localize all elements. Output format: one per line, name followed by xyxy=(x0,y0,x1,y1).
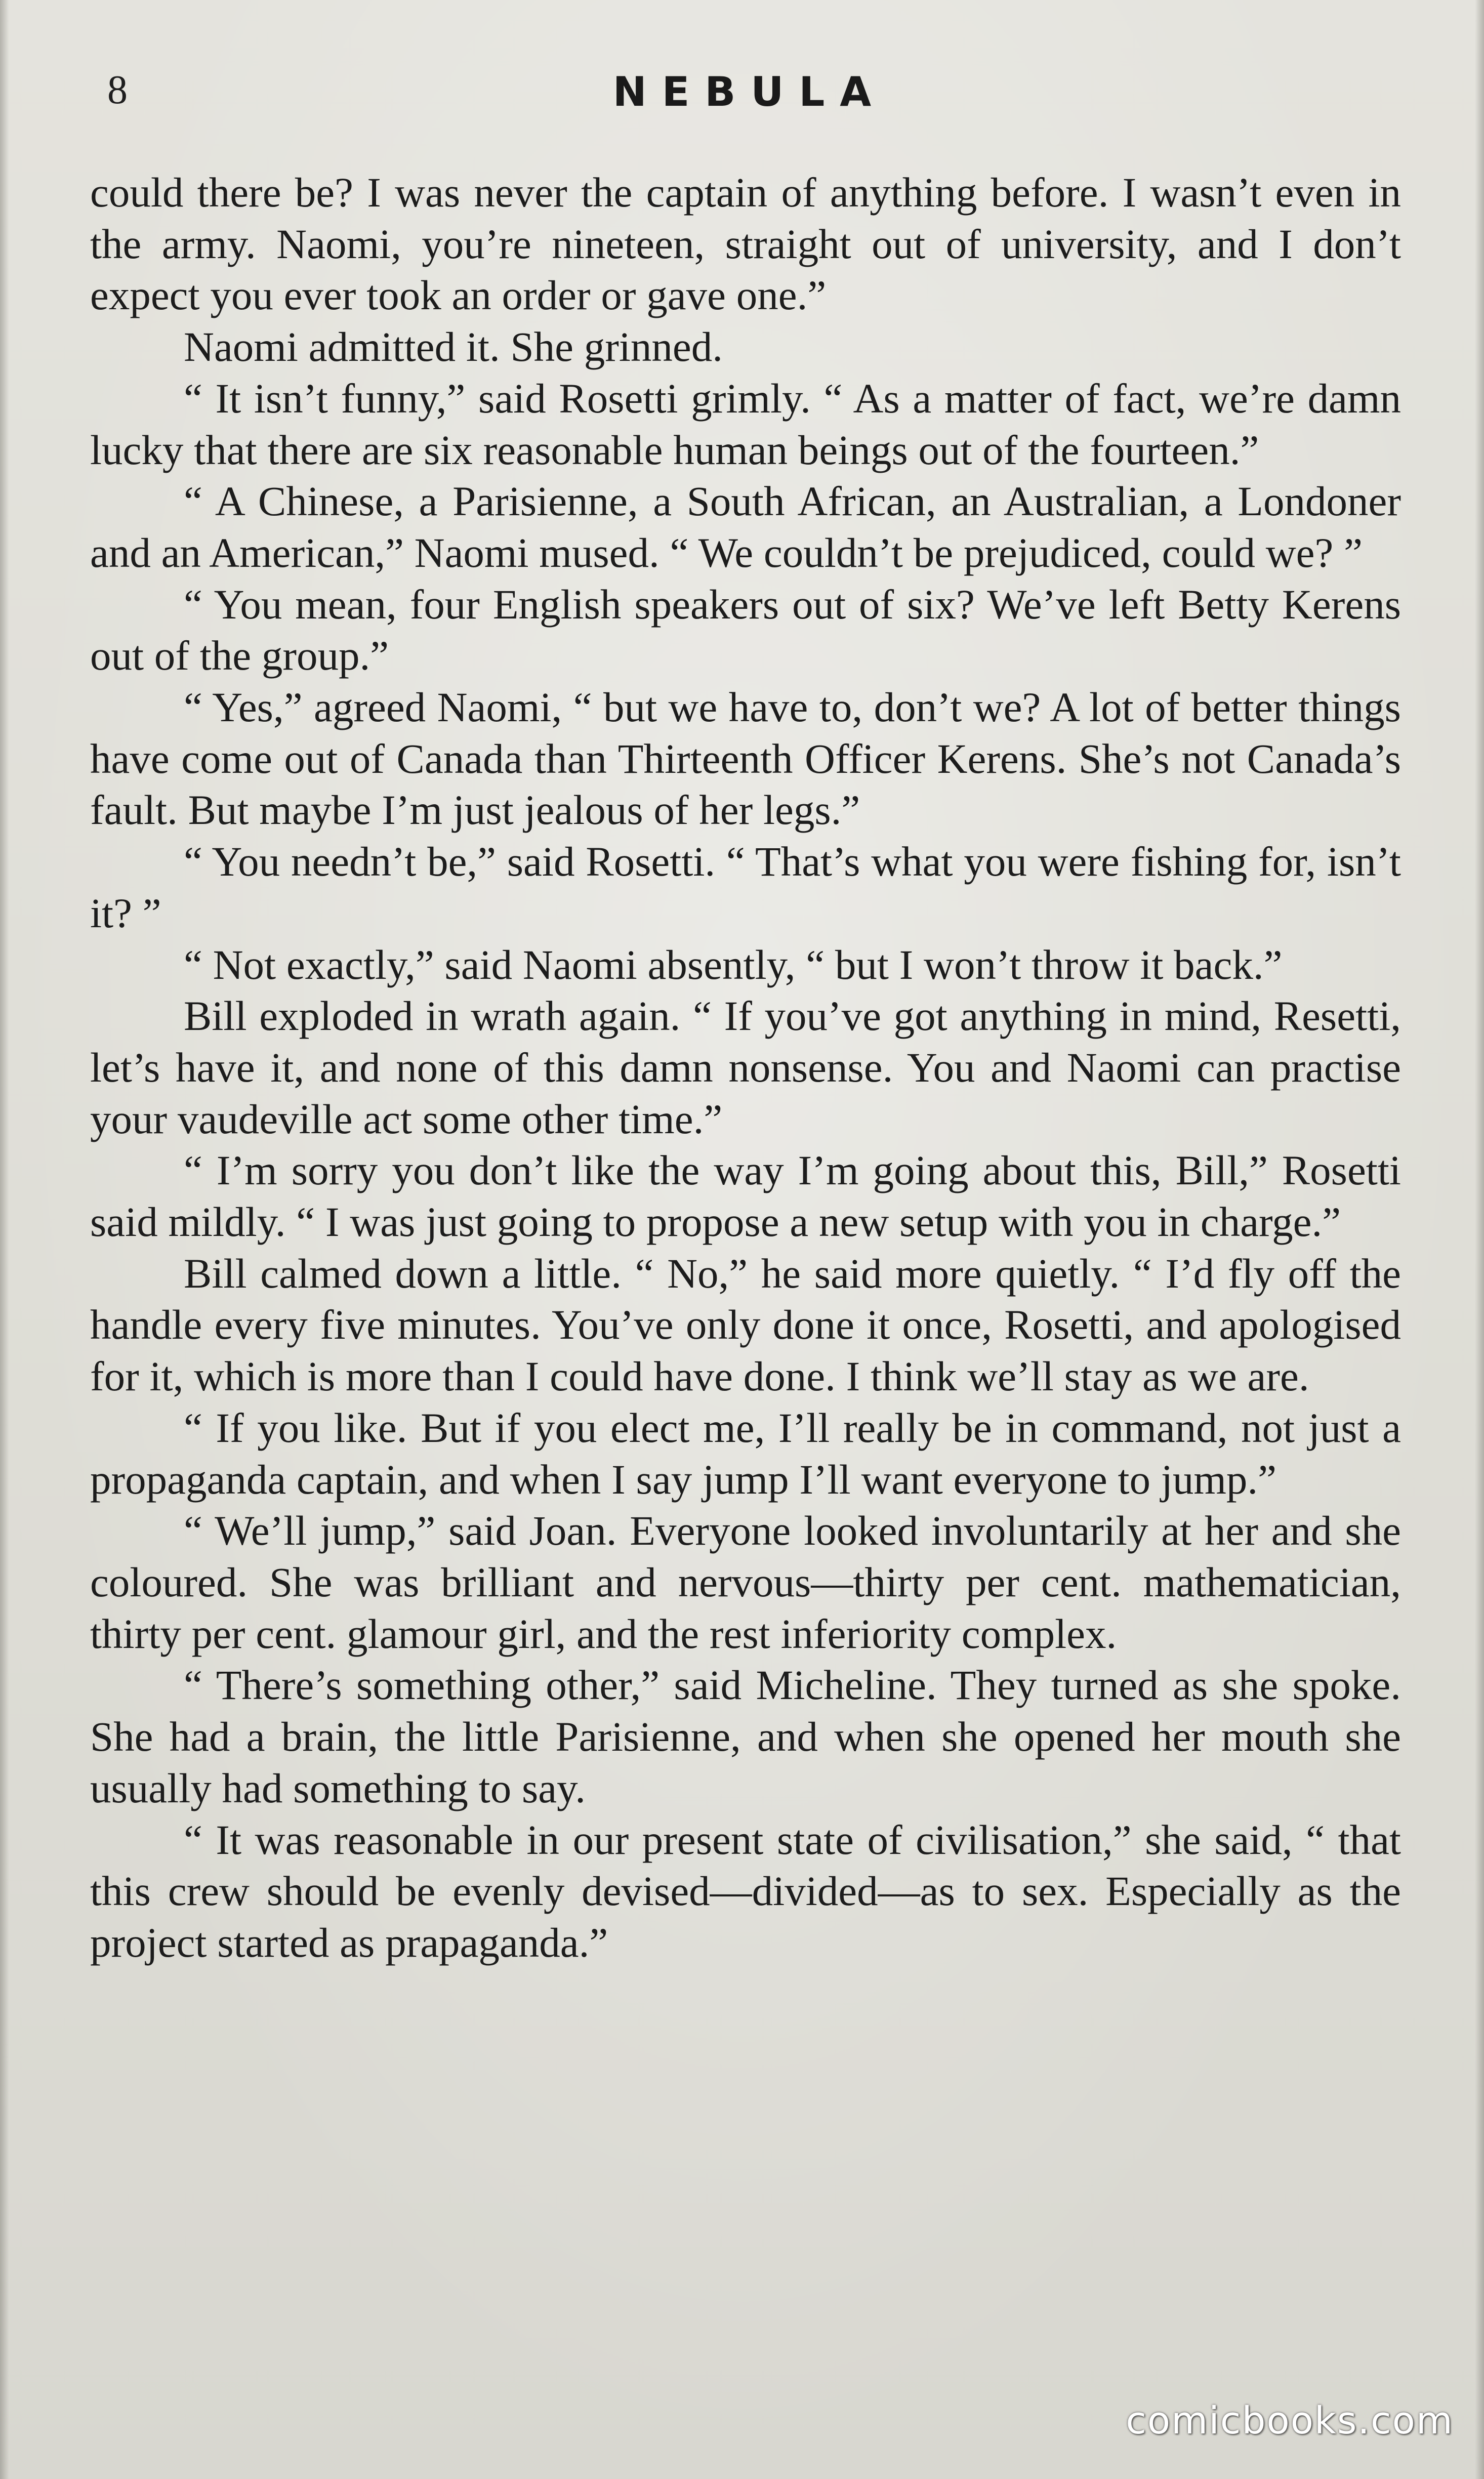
watermark: comicbooks.com xyxy=(1126,2399,1454,2443)
paragraph: “ Yes,” agreed Naomi, “ but we have to, don’t we? A lot of better things have come out of Canada than Thirteenth Officer Kerens. She’s not Canada’s fault. But maybe I’m just jealous of her legs.” xyxy=(90,684,1401,834)
paragraph: “ A Chinese, a Parisienne, a South African, an Australian, a Londoner and an American,” Naomi mused. “ We couldn’t be prejudiced, could we? ” xyxy=(90,478,1401,576)
paragraph: “ We’ll jump,” said Joan. Everyone looked involuntarily at her and she coloured. She was brilliant and nervous—thirty per cent. mathematician, thirty per cent. glamour girl, and the rest inferiority complex. xyxy=(90,1507,1401,1657)
paragraph: “ You mean, four English speakers out of six? We’ve left Betty Kerens out of the group.” xyxy=(90,581,1401,679)
paragraph: “ It isn’t funny,” said Rosetti grimly. “ As a matter of fact, we’re damn lucky that there are six reasonable human beings out of the fourteen.” xyxy=(90,375,1401,473)
paragraph: could there be? I was never the captain of anything before. I wasn’t even in the army. Naomi, you’re nineteen, straight out of university, and I don’t expect you ever took an order or gave one.” xyxy=(90,169,1401,319)
paragraph: “ If you like. But if you elect me, I’ll really be in command, not just a propaganda captain, and when I say jump I’ll want everyone to jump.” xyxy=(90,1404,1401,1503)
paragraph: Naomi admitted it. She grinned. xyxy=(184,323,723,370)
paragraph: “ There’s something other,” said Micheline. They turned as she spoke. She had a brain, the little Parisienne, and when she opened her mouth she usually had something to say. xyxy=(90,1662,1401,1811)
paragraph: “ I’m sorry you don’t like the way I’m going about this, Bill,” Rosetti said mildly. “ I was just going to propose a new setup with you in charge.” xyxy=(90,1147,1401,1246)
body-text xyxy=(90,167,1401,1969)
page-left-edge-shadow xyxy=(0,0,9,2479)
running-head-title: NEBULA xyxy=(612,68,887,115)
page-number: 8 xyxy=(107,68,128,112)
paragraph: “ You needn’t be,” said Rosetti. “ That’s what you were fishing for, isn’t it? ” xyxy=(90,838,1401,936)
paragraph: “ It was reasonable in our present state of civilisation,” she said, “ that this crew should be evenly devised—divided—as to sex. Especially as the project started as prapaganda.” xyxy=(90,1816,1401,1966)
paragraph: Bill calmed down a little. “ No,” he said more quietly. “ I’d fly off the handle every five minutes. You’ve only done it once, Rosetti, and apologised for it, which is more than I could have done. I think we’ll stay as we are. xyxy=(90,1250,1401,1400)
paragraph: Bill exploded in wrath again. “ If you’ve got anything in mind, Resetti, let’s have it, and none of this damn nonsense. You and Naomi can practise your vaudeville act some other time.” xyxy=(90,993,1401,1142)
page-right-edge-shadow xyxy=(1475,0,1484,2479)
paragraph: “ Not exactly,” said Naomi absently, “ but I won’t throw it back.” xyxy=(184,941,1283,988)
